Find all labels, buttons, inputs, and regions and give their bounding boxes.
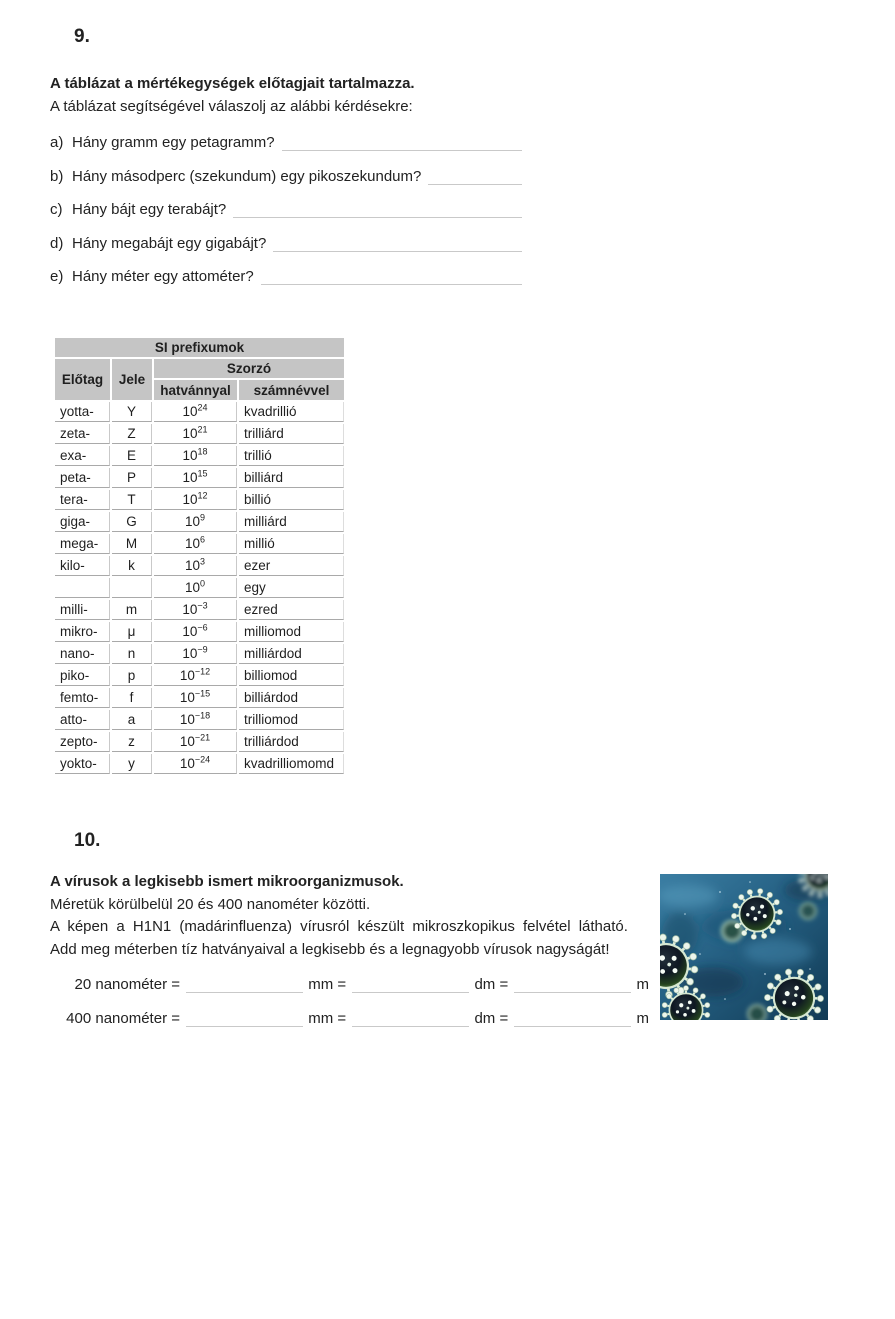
si-table-row [55, 468, 344, 488]
name-cell: milliárdod [239, 644, 344, 664]
prefix-cell: femto- [55, 688, 110, 708]
si-table-row [55, 446, 344, 466]
name-cell: billiárd [239, 468, 344, 488]
prefix-cell: mega- [55, 534, 110, 554]
symbol-cell: E [112, 446, 152, 466]
si-table-body [55, 402, 344, 774]
symbol-cell: Y [112, 402, 152, 422]
prefix-cell: atto- [55, 710, 110, 730]
exercise10-number: 10. [74, 830, 101, 851]
exercise10-intro-bold: A vírusok a legkisebb ismert mikroorganizmusok. [50, 873, 404, 890]
prefix-cell: exa- [55, 446, 110, 466]
power-cell: $10^{-24}$ [154, 754, 237, 774]
name-cell: trillió [239, 446, 344, 466]
power-cell: $10^{18}$ [154, 446, 237, 466]
si-table-row [55, 556, 344, 576]
col-header-name: számnévvel [239, 380, 344, 400]
exercise9-questions [50, 130, 522, 298]
answer-blank-line [186, 975, 303, 993]
si-table-row [55, 600, 344, 620]
answer-blank-line [282, 133, 522, 151]
answer-blank-line [233, 200, 522, 218]
name-cell: kvadrilliomomd [239, 754, 344, 774]
symbol-cell: Z [112, 424, 152, 444]
power-cell: $10^3$ [154, 556, 237, 576]
answer-blank-line [514, 975, 631, 993]
unit-mm-label: mm = [308, 976, 347, 993]
exercise9-intro-line2: A táblázat segítségével válaszolj az alábbi kérdésekre: [50, 98, 413, 115]
power-cell: $10^{-15}$ [154, 688, 237, 708]
exercise10-line4: Add meg méterben tíz hatványaival a legkisebb és a legnagyobb vírusok nagyságát! [50, 941, 610, 959]
question-text: Hány gramm egy petagramm? [72, 134, 275, 151]
exercise10-intro [50, 871, 654, 962]
name-cell: ezer [239, 556, 344, 576]
exercise9-intro [50, 72, 530, 118]
si-table-row [55, 732, 344, 752]
symbol-cell: f [112, 688, 152, 708]
unit-m-label: m [636, 976, 649, 993]
name-cell: milliárd [239, 512, 344, 532]
symbol-cell: y [112, 754, 152, 774]
name-cell: billiárdod [239, 688, 344, 708]
name-cell: billiomod [239, 666, 344, 686]
question-row [50, 231, 522, 252]
prefix-cell [55, 578, 110, 598]
unit-dm-label: dm = [474, 1010, 509, 1027]
power-cell: $10^{-3}$ [154, 600, 237, 620]
si-table-row [55, 666, 344, 686]
exercise10-line2: Méretük körülbelül 20 és 400 nanométer közötti. [50, 895, 371, 913]
symbol-cell: n [112, 644, 152, 664]
h1n1-virus-image [660, 874, 828, 1020]
power-cell: $10^{-9}$ [154, 644, 237, 664]
power-cell: $10^{12}$ [154, 490, 237, 510]
unit-m-label: m [636, 1010, 649, 1027]
exercise10-conversions [53, 972, 649, 1040]
prefix-cell: yotta- [55, 402, 110, 422]
conversion-row [53, 1006, 649, 1027]
prefix-cell: tera- [55, 490, 110, 510]
symbol-cell: M [112, 534, 152, 554]
symbol-cell: μ [112, 622, 152, 642]
question-text: Hány bájt egy terabájt? [72, 201, 227, 218]
name-cell: milliomod [239, 622, 344, 642]
prefix-cell: peta- [55, 468, 110, 488]
si-table-row [55, 754, 344, 774]
question-label: b) [50, 167, 64, 185]
answer-blank-line [273, 234, 522, 252]
question-label: c) [50, 201, 63, 218]
answer-blank-line [186, 1009, 303, 1027]
name-cell: trilliárd [239, 424, 344, 444]
symbol-cell: a [112, 710, 152, 730]
si-table-row [55, 424, 344, 444]
si-table-row [55, 578, 344, 598]
answer-blank-line [428, 167, 522, 185]
unit-dm-label: dm = [474, 976, 509, 993]
si-table-row [55, 622, 344, 642]
si-table-title: SI prefixumok [55, 338, 344, 357]
prefix-cell: milli- [55, 600, 110, 620]
symbol-cell [112, 578, 152, 598]
name-cell: millió [239, 534, 344, 554]
power-cell: $10^{24}$ [154, 402, 237, 422]
question-row [50, 164, 522, 185]
power-cell: $10^0$ [154, 578, 237, 598]
prefix-cell: kilo- [55, 556, 110, 576]
si-prefix-table [53, 336, 346, 776]
question-label: e) [50, 268, 64, 285]
si-table-row [55, 490, 344, 510]
symbol-cell: G [112, 512, 152, 532]
answer-blank-line [261, 267, 522, 285]
col-header-multiplier: Szorzó [154, 359, 344, 378]
question-text: Hány megabájt egy gigabájt? [72, 234, 267, 252]
conversion-label: 400 nanométer = [66, 1010, 180, 1027]
col-header-power: hatvánnyal [154, 380, 237, 400]
power-cell: $10^{-21}$ [154, 732, 237, 752]
prefix-cell: zepto- [55, 732, 110, 752]
conversion-label: 20 nanométer = [74, 976, 180, 993]
power-cell: $10^6$ [154, 534, 237, 554]
exercise10-line3: A képen a H1N1 (madárinfluenza) vírusról készült mikroszkopikus felvétel látható. [50, 918, 628, 936]
name-cell: billió [239, 490, 344, 510]
power-cell: $10^{-18}$ [154, 710, 237, 730]
prefix-cell: zeta- [55, 424, 110, 444]
conversion-row [53, 972, 649, 993]
name-cell: ezred [239, 600, 344, 620]
symbol-cell: z [112, 732, 152, 752]
col-header-prefix: Előtag [55, 359, 110, 400]
question-label: d) [50, 234, 64, 252]
name-cell: trilliomod [239, 710, 344, 730]
symbol-cell: k [112, 556, 152, 576]
prefix-cell: mikro- [55, 622, 110, 642]
question-row [50, 264, 522, 285]
si-table-row [55, 710, 344, 730]
answer-blank-line [514, 1009, 631, 1027]
si-table-row [55, 644, 344, 664]
answer-blank-line [352, 975, 469, 993]
question-row [50, 130, 522, 151]
symbol-cell: p [112, 666, 152, 686]
question-row [50, 197, 522, 218]
col-header-symbol: Jele [112, 359, 152, 400]
question-label: a) [50, 134, 64, 151]
prefix-cell: piko- [55, 666, 110, 686]
exercise9-number: 9. [74, 26, 90, 47]
name-cell: trilliárdod [239, 732, 344, 752]
prefix-cell: yokto- [55, 754, 110, 774]
question-text: Hány méter egy attométer? [72, 268, 254, 285]
si-table-row [55, 534, 344, 554]
symbol-cell: T [112, 490, 152, 510]
power-cell: $10^{-12}$ [154, 666, 237, 686]
answer-blank-line [352, 1009, 469, 1027]
exercise9-intro-bold: A táblázat a mértékegységek előtagjait tartalmazza. [50, 75, 415, 92]
unit-mm-label: mm = [308, 1010, 347, 1027]
power-cell: $10^{15}$ [154, 468, 237, 488]
prefix-cell: giga- [55, 512, 110, 532]
name-cell: egy [239, 578, 344, 598]
question-text: Hány másodperc (szekundum) egy pikoszekundum? [72, 167, 422, 185]
power-cell: $10^{-6}$ [154, 622, 237, 642]
symbol-cell: P [112, 468, 152, 488]
name-cell: kvadrillió [239, 402, 344, 422]
power-cell: $10^9$ [154, 512, 237, 532]
si-table-row [55, 512, 344, 532]
prefix-cell: nano- [55, 644, 110, 664]
si-table-row [55, 688, 344, 708]
power-cell: $10^{21}$ [154, 424, 237, 444]
si-table-row [55, 402, 344, 422]
symbol-cell: m [112, 600, 152, 620]
